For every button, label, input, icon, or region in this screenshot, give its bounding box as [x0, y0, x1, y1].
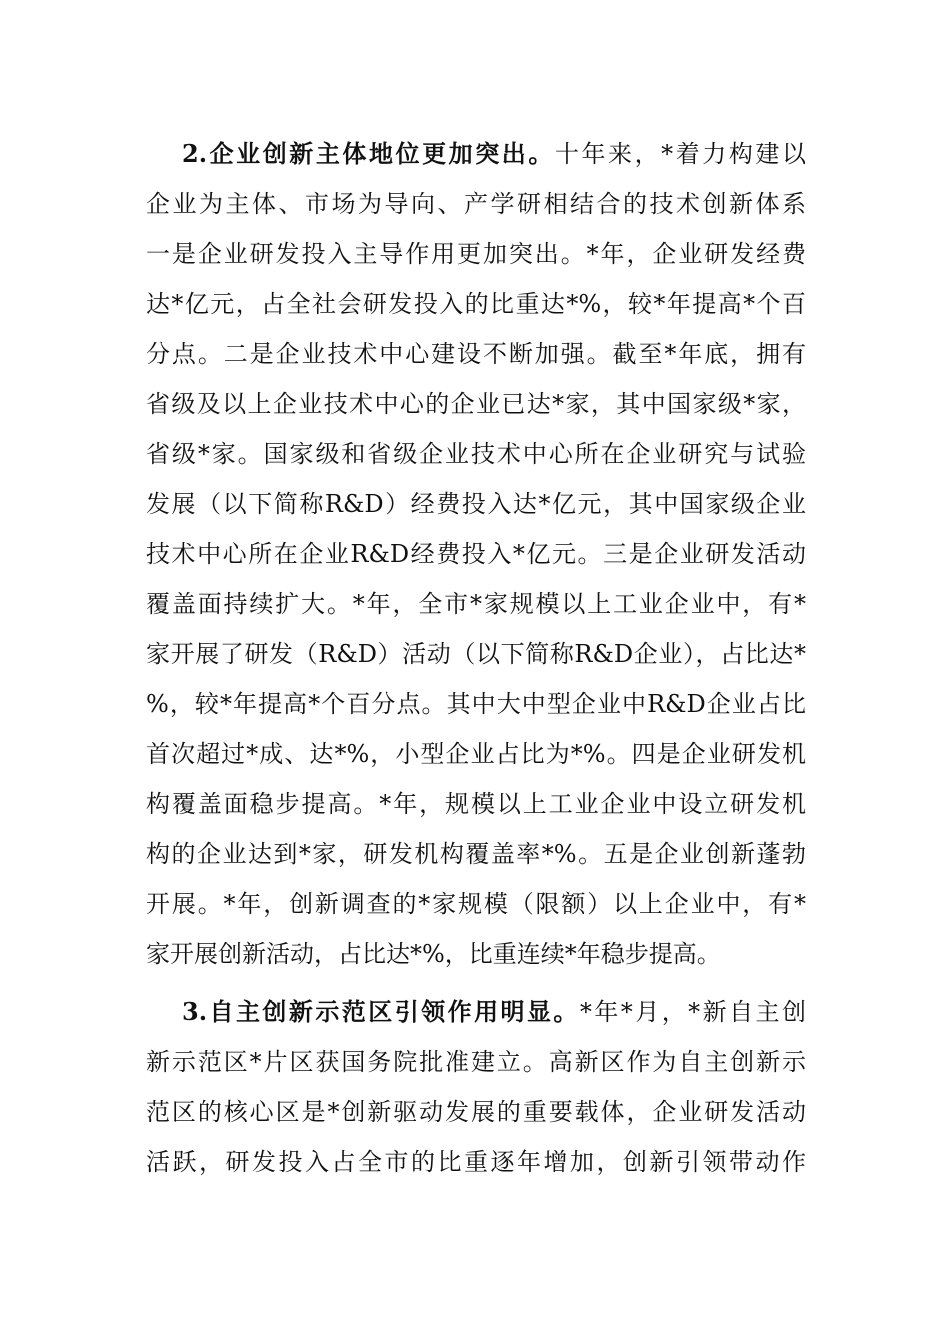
- paragraph-2-line-6: 省级及以上企业技术中心的企业已达*家，其中国家级*家，: [146, 390, 806, 418]
- paragraph-2-line-4: 达*亿元，占全社会研发投入的比重达*%，较*年提高*个百: [146, 290, 806, 318]
- paragraph-3-line-1: [182, 992, 806, 1032]
- paragraph-2-line-9: 技术中心所在企业R&D经费投入*亿元。三是企业研发活动: [146, 540, 806, 568]
- paragraph-2-line-13: 首次超过*成、达*%，小型企业占比为*%。四是企业研发机: [146, 740, 806, 768]
- paragraph-3-line-4: 活跃，研发投入占全市的比重逐年增加，创新引领带动作: [146, 1148, 806, 1176]
- paragraph-3-line-2: 新示范区*片区获国务院批准建立。高新区作为自主创新示: [146, 1048, 806, 1076]
- paragraph-3-heading: 3.自主创新示范区引领作用明显。: [182, 997, 580, 1026]
- paragraph-2-line-12: %，较*年提高*个百分点。其中大中型企业中R&D企业占比: [146, 690, 806, 718]
- paragraph-2-line-16: 开展。*年，创新调查的*家规模（限额）以上企业中，有*: [146, 890, 806, 918]
- paragraph-2-line-5: 分点。二是企业技术中心建设不断加强。截至*年底，拥有: [146, 340, 806, 368]
- paragraph-2-heading: 2.企业创新主体地位更加突出。: [182, 139, 555, 168]
- paragraph-2-line-8: 发展（以下简称R&D）经费投入达*亿元，其中国家级企业: [146, 490, 806, 518]
- paragraph-3-line-1-text: *年*月，*新自主创: [579, 998, 806, 1026]
- paragraph-2-line-7: 省级*家。国家级和省级企业技术中心所在企业研究与试验: [146, 440, 806, 468]
- paragraph-2-line-1-text: 十年来，*着力构建以: [554, 140, 806, 168]
- paragraph-2-line-2: 企业为主体、市场为导向、产学研相结合的技术创新体系: [146, 190, 806, 218]
- paragraph-2-line-3: 一是企业研发投入主导作用更加突出。*年，企业研发经费: [146, 240, 806, 268]
- paragraph-2-line-15: 构的企业达到*家，研发机构覆盖率*%。五是企业创新蓬勃: [146, 840, 806, 868]
- paragraph-2-line-11: 家开展了研发（R&D）活动（以下简称R&D企业），占比达*: [146, 640, 806, 668]
- paragraph-2-line-10: 覆盖面持续扩大。*年，全市*家规模以上工业企业中，有*: [146, 590, 806, 618]
- paragraph-2-line-1: [182, 134, 806, 174]
- paragraph-2-line-17: 家开展创新活动，占比达*%，比重连续*年稳步提高。: [146, 940, 721, 968]
- paragraph-3-line-3: 范区的核心区是*创新驱动发展的重要载体，企业研发活动: [146, 1098, 806, 1126]
- paragraph-2-line-14: 构覆盖面稳步提高。*年，规模以上工业企业中设立研发机: [146, 790, 806, 818]
